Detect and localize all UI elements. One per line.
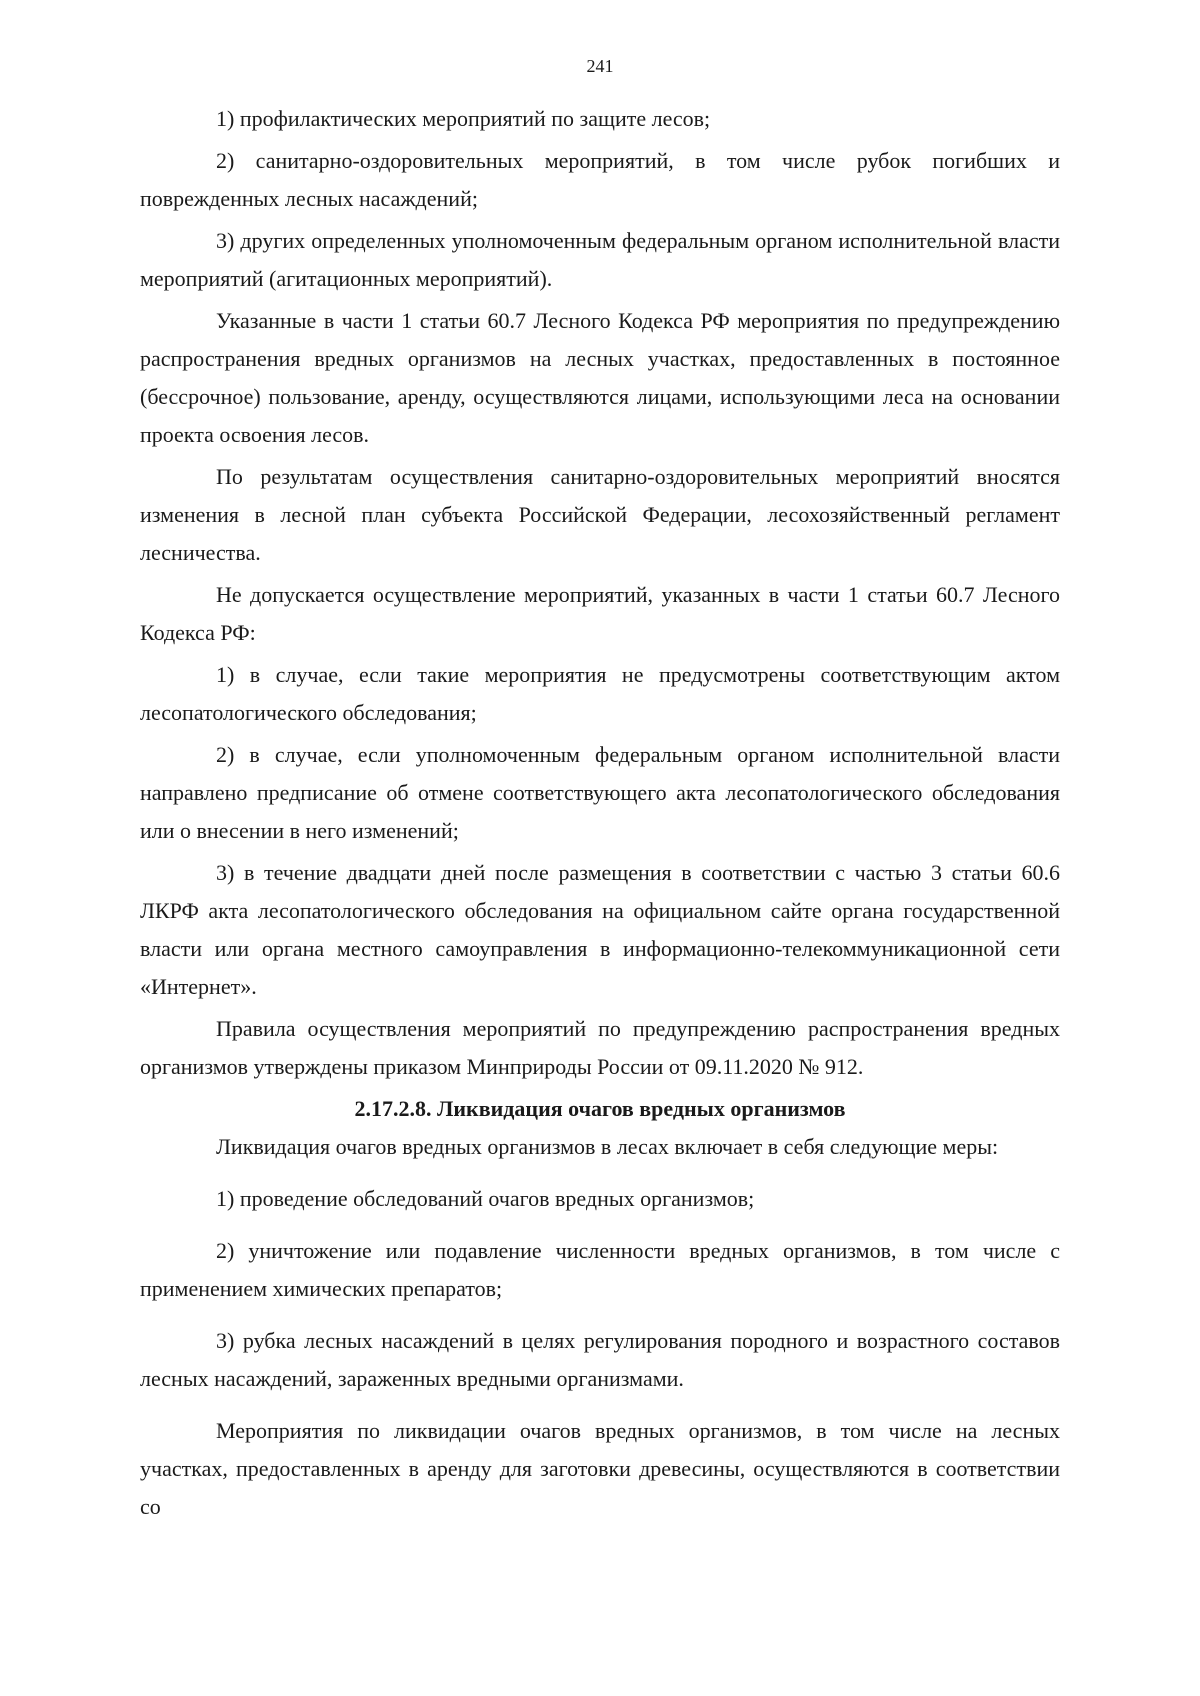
- page-number: 241: [586, 56, 614, 76]
- paragraph-liquidation-implementation: Мероприятия по ликвидации очагов вредных организмов, в том числе на лесных участках, предоставленных в аренду для заготовки древесины, осуществляются в соответствии со: [140, 1418, 1060, 1519]
- paragraph-not-allowed-intro: Не допускается осуществление мероприятий, указанных в части 1 статьи 60.7 Лесного Кодекса РФ:: [140, 582, 1060, 645]
- paragraph-liquidation-measure-1: 1) проведение обследований очагов вредных организмов;: [216, 1186, 755, 1211]
- paragraph-not-allowed-3: 3) в течение двадцати дней после размещения в соответствии с частью 3 статьи 60.6 ЛКРФ акта лесопатологического обследования на официальном сайте органа государственной власти или органа местного самоуправления в информационно-телекоммуникационной сети «Интернет».: [140, 860, 1060, 999]
- paragraph-rules-order: Правила осуществления мероприятий по предупреждению распространения вредных организмов утверждены приказом Минприроды России от 09.11.2020 № 912.: [140, 1016, 1060, 1079]
- paragraph-prevention-measures-2: 2) санитарно-оздоровительных мероприятий, в том числе рубок погибших и поврежденных лесных насаждений;: [140, 148, 1060, 211]
- paragraph-results-changes: По результатам осуществления санитарно-оздоровительных мероприятий вносятся изменения в лесной план субъекта Российской Федерации, лесохозяйственный регламент лесничества.: [140, 464, 1060, 565]
- paragraph-liquidation-measure-3: 3) рубка лесных насаждений в целях регулирования породного и возрастного составов лесных насаждений, зараженных вредными организмами.: [140, 1328, 1060, 1391]
- paragraph-prevention-measures-1: 1) профилактических мероприятий по защите лесов;: [216, 106, 711, 131]
- paragraph-not-allowed-2: 2) в случае, если уполномоченным федеральным органом исполнительной власти направлено предписание об отмене соответствующего акта лесопатологического обследования или о внесении в него изменений;: [140, 742, 1060, 843]
- paragraph-prevention-measures-3: 3) других определенных уполномоченным федеральным органом исполнительной власти мероприятий (агитационных мероприятий).: [140, 228, 1060, 291]
- paragraph-liquidation-intro: Ликвидация очагов вредных организмов в лесах включает в себя следующие меры:: [216, 1134, 999, 1159]
- paragraph-not-allowed-1: 1) в случае, если такие мероприятия не предусмотрены соответствующим актом лесопатологического обследования;: [140, 662, 1060, 725]
- section-heading: 2.17.2.8. Ликвидация очагов вредных организмов: [354, 1096, 846, 1121]
- paragraph-liquidation-measure-2: 2) уничтожение или подавление численности вредных организмов, в том числе с применением химических препаратов;: [140, 1238, 1060, 1301]
- paragraph-article-60-7-scope: Указанные в части 1 статьи 60.7 Лесного Кодекса РФ мероприятия по предупреждению распространения вредных организмов на лесных участках, предоставленных в постоянное (бессрочное) пользование, аренду, осуществляются лицами, использующими леса на основании проекта освоения лесов.: [140, 308, 1060, 447]
